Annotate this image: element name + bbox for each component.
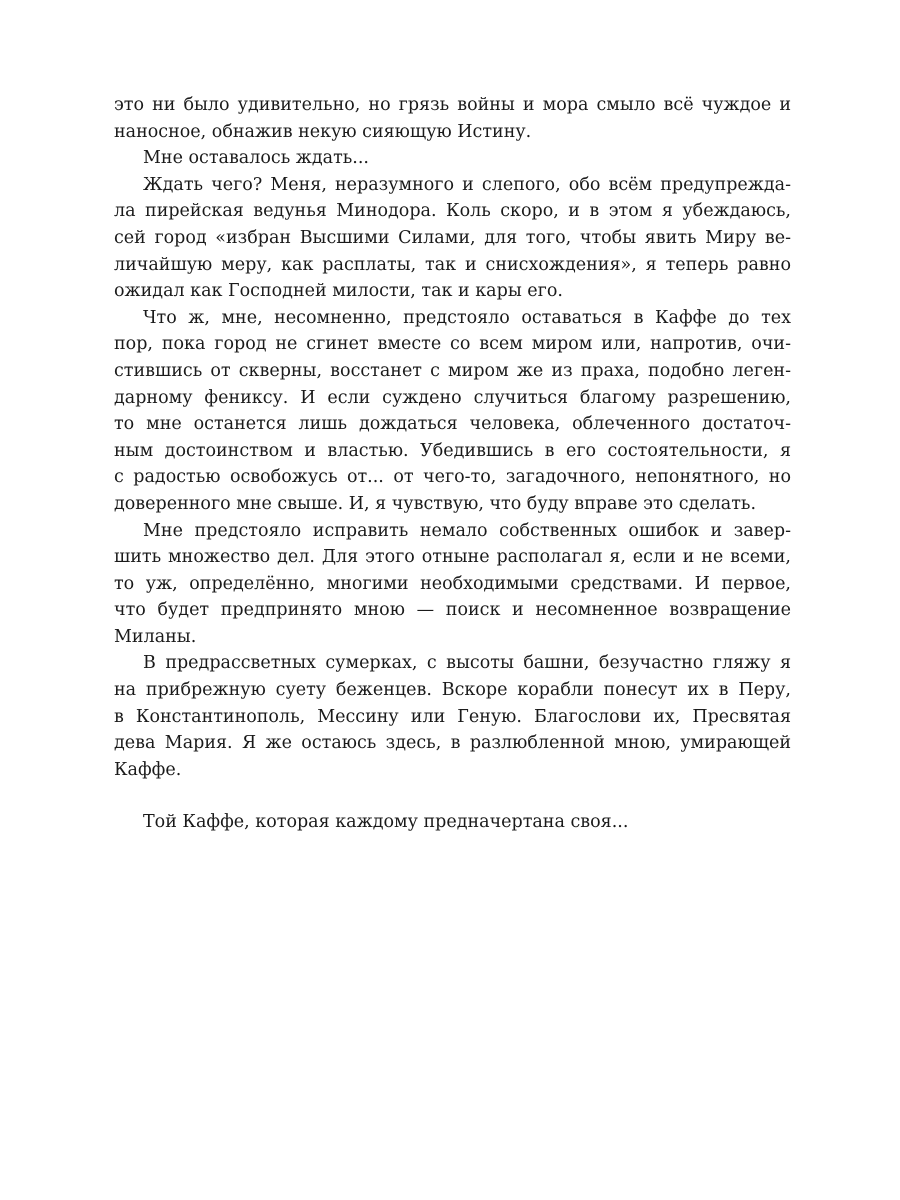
paragraph-5: [114, 518, 791, 651]
text-line: в Константинополь, Мессину или Геную. Благослови их, Пресвятая: [114, 706, 791, 727]
text-line: ла пирейская ведунья Минодора. Коль скоро, и в этом я убеждаюсь,: [114, 201, 791, 222]
paragraph-2: [114, 145, 791, 172]
text-line: то мне останется лишь дождаться человека, облеченного достаточ-: [114, 414, 791, 435]
body-text: [114, 92, 791, 836]
text-line: доверенного мне свыше. И, я чувствую, что буду вправе это сделать.: [114, 493, 757, 514]
text-line: Мне предстояло исправить немало собственных ошибок и завер-: [143, 520, 791, 541]
paragraph-4: [114, 305, 791, 518]
paragraph-7: [114, 809, 791, 836]
text-line: на прибрежную суету беженцев. Вскоре корабли понесут их в Перу,: [114, 680, 791, 701]
text-line: ным достоинством и властью. Убедившись в его состоятельности, я: [114, 440, 791, 461]
text-line: наносное, обнажив некую сияющую Истину.: [114, 121, 532, 142]
text-line: Той Каффе, которая каждому предначертана своя...: [143, 812, 629, 833]
text-line: с радостью освобожусь от... от чего-то, загадочного, непонятного, но: [114, 467, 791, 488]
text-line: ожидал как Господней милости, так и кары его.: [114, 281, 563, 302]
text-line: это ни было удивительно, но грязь войны и мора смыло всё чуждое и: [114, 95, 791, 115]
text-line: что будет предпринято мною — поиск и несомненное возвращение: [114, 600, 791, 621]
paragraph-3: [114, 172, 791, 305]
text-line: Ждать чего? Меня, неразумного и слепого, обо всём предупрежда-: [143, 174, 791, 195]
text-line: Мне оставалось ждать...: [143, 148, 369, 169]
text-line: Миланы.: [114, 626, 197, 647]
text-line: В предрассветных сумерках, с высоты башни, безучастно гляжу я: [143, 653, 791, 674]
text-line: стившись от скверны, восстанет с миром же из праха, подобно леген-: [114, 360, 791, 381]
text-line: дарному фениксу. И если суждено случиться благому разрешению,: [114, 387, 791, 408]
paragraph-1: [114, 92, 791, 145]
paragraph-6: [114, 650, 791, 783]
text-line: пор, пока город не сгинет вместе со всем миром или, напротив, очи-: [114, 334, 791, 355]
text-line: личайшую меру, как расплаты, так и снисхождения», я теперь равно: [114, 254, 791, 275]
text-line: сей город «избран Высшими Силами, для того, чтобы явить Миру ве-: [114, 227, 791, 248]
text-line: Что ж, мне, несомненно, предстояло оставаться в Каффе до тех: [143, 307, 791, 328]
text-line: Каффе.: [114, 759, 182, 780]
text-line: шить множество дел. Для этого отныне располагал я, если и не всеми,: [114, 547, 791, 568]
text-line: то уж, определённо, многими необходимыми средствами. И первое,: [114, 573, 791, 594]
blank-line: [114, 783, 791, 809]
text-line: дева Мария. Я же остаюсь здесь, в разлюбленной мною, умирающей: [114, 733, 791, 754]
